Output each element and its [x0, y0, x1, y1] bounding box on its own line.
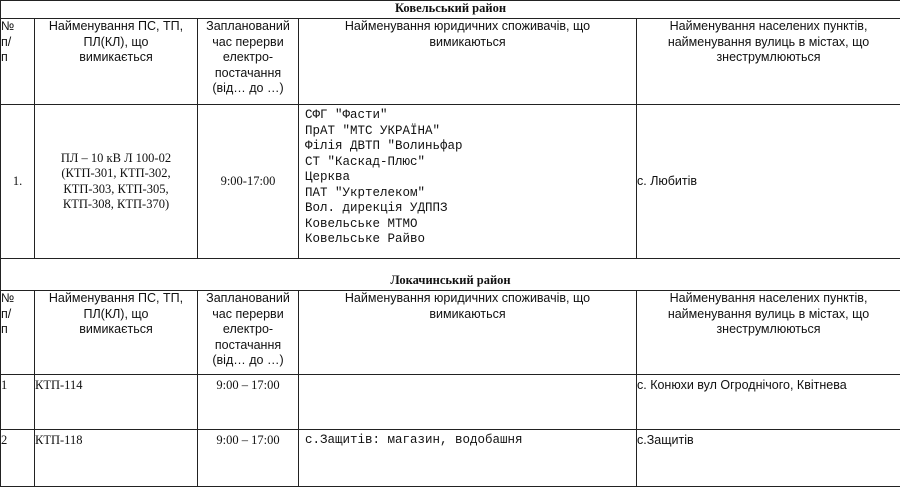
- table-header-row: [1, 291, 900, 375]
- header-consumers-line: Найменування юридичних споживачів, що: [299, 291, 636, 307]
- header-object: [35, 19, 198, 105]
- header-settlements-line: Найменування населених пунктів,: [637, 19, 900, 35]
- header-num-line: п: [1, 322, 34, 338]
- header-settlements-line: знеструмлюються: [637, 50, 900, 66]
- header-num: [1, 19, 35, 105]
- row-object-line: (КТП-301, КТП-302,: [35, 166, 197, 182]
- header-settlements-line: найменування вулиць в містах, що: [637, 35, 900, 51]
- header-num-line: п/: [1, 307, 34, 323]
- row-consumers: [299, 105, 637, 259]
- row-time: 9:00 – 17:00: [198, 430, 299, 487]
- row-num: 1.: [1, 105, 35, 259]
- row-settlements: с. Конюхи вул Огроднічого, Квітнева: [637, 375, 900, 430]
- header-num-line: п/: [1, 35, 34, 51]
- header-time-line: Запланований: [198, 19, 298, 35]
- consumer-item: Ковельське МТМО: [305, 217, 636, 233]
- row-object: КТП-118: [35, 430, 198, 487]
- header-consumers: [299, 19, 637, 105]
- consumer-item: СФГ "Фасти": [305, 108, 636, 124]
- header-time-line: (від… до …): [198, 81, 298, 97]
- row-time: 9:00-17:00: [198, 105, 299, 259]
- consumer-item: Ковельське Райво: [305, 232, 636, 248]
- header-time-line: постачання: [198, 338, 298, 354]
- row-consumers: с.Защитів: магазин, водобашня: [299, 430, 637, 487]
- header-time-line: електро-: [198, 322, 298, 338]
- row-settlements: с.Защитів: [637, 430, 900, 487]
- row-time: 9:00 – 17:00: [198, 375, 299, 430]
- header-num-line: п: [1, 50, 34, 66]
- header-consumers: [299, 291, 637, 375]
- row-consumers: [299, 375, 637, 430]
- consumer-item: ПАТ "Укртелеком": [305, 186, 636, 202]
- consumer-item: СТ "Каскад-Плюс": [305, 155, 636, 171]
- header-num-line: №: [1, 291, 34, 307]
- header-object-line: вимикається: [35, 322, 197, 338]
- consumer-item: Церква: [305, 170, 636, 186]
- header-object-line: ПЛ(КЛ), що: [35, 307, 197, 323]
- header-settlements-line: знеструмлюються: [637, 322, 900, 338]
- header-settlements: [637, 19, 900, 105]
- header-num: [1, 291, 35, 375]
- header-consumers-line: Найменування юридичних споживачів, що: [299, 19, 636, 35]
- header-settlements: [637, 291, 900, 375]
- header-time-line: час перерви: [198, 35, 298, 51]
- table-row: [1, 430, 900, 487]
- header-num-line: №: [1, 19, 34, 35]
- row-object-line: КТП-308, КТП-370): [35, 197, 197, 213]
- region-title: Ковельський район: [1, 1, 900, 19]
- table-row: [1, 105, 900, 259]
- header-object: [35, 291, 198, 375]
- consumer-item: ПрАТ "МТС УКРАЇНА": [305, 124, 636, 140]
- header-time: [198, 19, 299, 105]
- header-object-line: Найменування ПС, ТП,: [35, 19, 197, 35]
- header-settlements-line: Найменування населених пунктів,: [637, 291, 900, 307]
- row-object: [35, 105, 198, 259]
- header-consumers-line: вимикаються: [299, 35, 636, 51]
- header-time-line: час перерви: [198, 307, 298, 323]
- header-object-line: Найменування ПС, ТП,: [35, 291, 197, 307]
- header-time: [198, 291, 299, 375]
- row-num: 1: [1, 375, 35, 430]
- header-settlements-line: найменування вулиць в містах, що: [637, 307, 900, 323]
- consumer-item: Вол. дирекція УДППЗ: [305, 201, 636, 217]
- header-consumers-line: вимикаються: [299, 307, 636, 323]
- table-header-row: [1, 19, 900, 105]
- row-settlements: с. Любитів: [637, 105, 900, 259]
- consumer-item: Філія ДВТП "Волиньфар: [305, 139, 636, 155]
- header-time-line: електро-: [198, 50, 298, 66]
- header-time-line: Запланований: [198, 291, 298, 307]
- row-num: 2: [1, 430, 35, 487]
- table-row: [1, 375, 900, 430]
- header-time-line: (від… до …): [198, 353, 298, 369]
- region-title: Локачинський район: [1, 259, 900, 291]
- row-object-line: ПЛ – 10 кВ Л 100-02: [35, 151, 197, 167]
- row-object: КТП-114: [35, 375, 198, 430]
- header-object-line: вимикається: [35, 50, 197, 66]
- header-time-line: постачання: [198, 66, 298, 82]
- row-object-line: КТП-303, КТП-305,: [35, 182, 197, 198]
- header-object-line: ПЛ(КЛ), що: [35, 35, 197, 51]
